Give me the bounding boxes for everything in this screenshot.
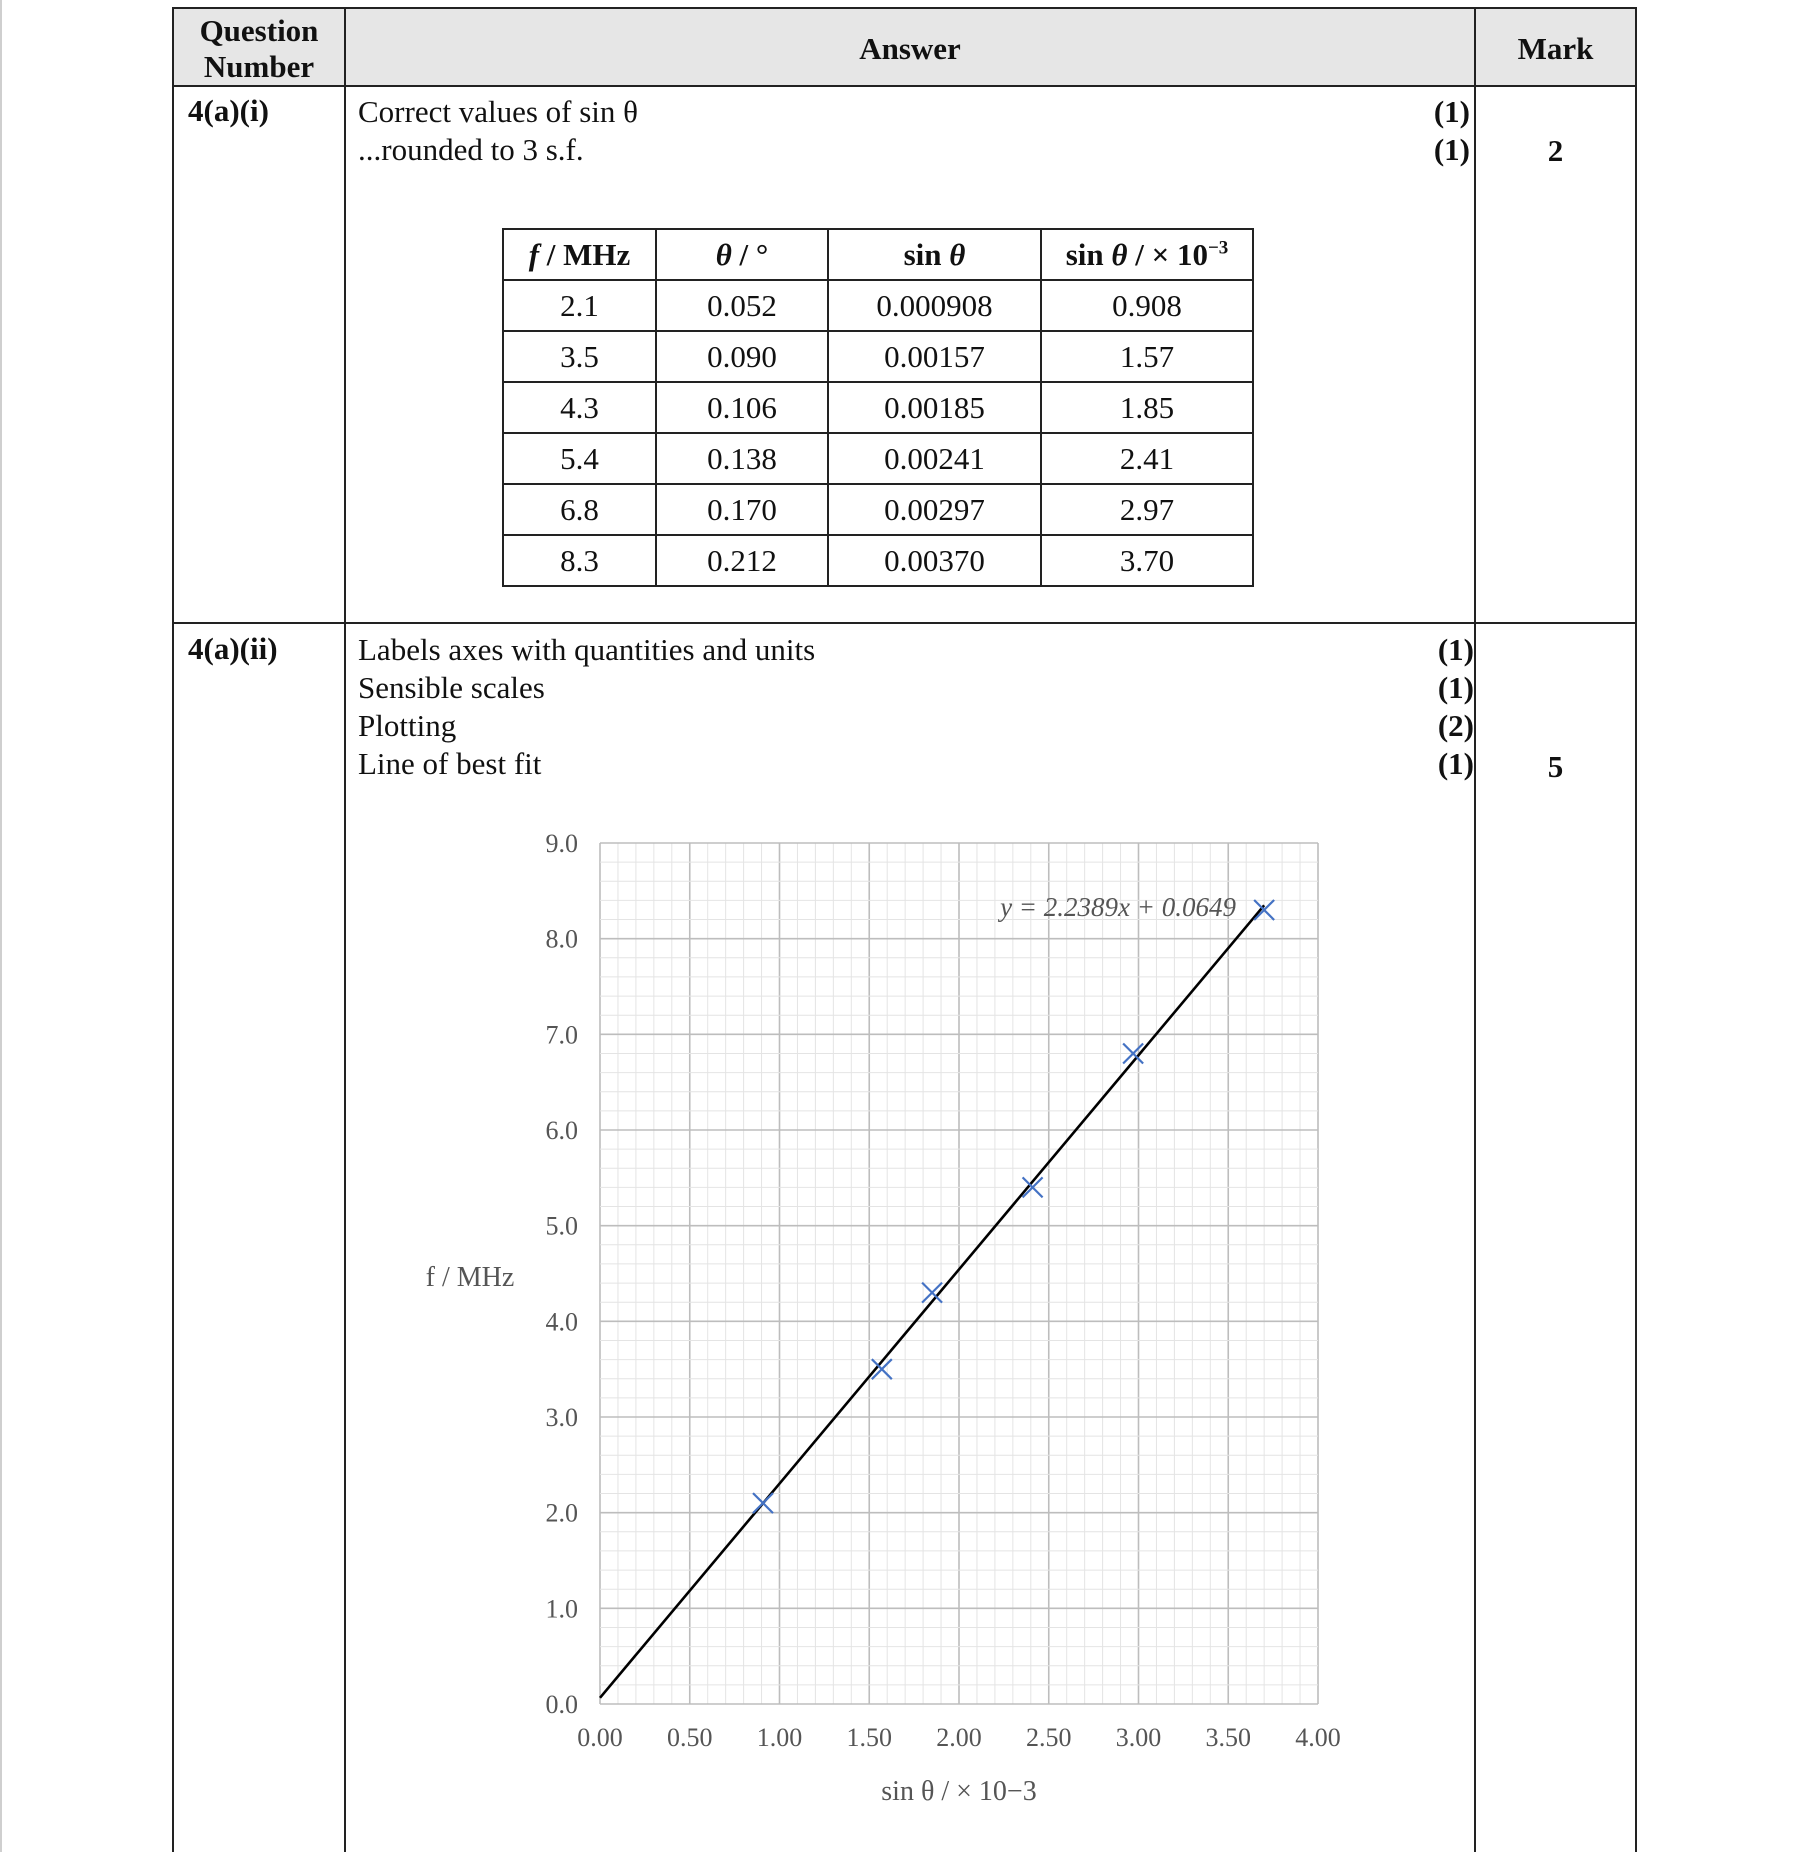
answer-line: Plotting [358, 708, 457, 743]
x-tick-label: 0.00 [577, 1723, 623, 1752]
table-cell: 0.138 [656, 433, 828, 484]
table-cell: 6.8 [503, 484, 656, 535]
col-header-sin: sin θ [828, 229, 1041, 280]
table-cell: 3.70 [1041, 535, 1253, 586]
answer-line: Line of best fit [358, 746, 542, 781]
mark-item: (1) [1433, 132, 1470, 167]
x-tick-label: 3.00 [1115, 1723, 1162, 1752]
y-tick-label: 7.0 [545, 1020, 578, 1050]
answer-line: ...rounded to 3 s.f. [358, 132, 584, 167]
table-cell: 0.106 [656, 382, 828, 433]
col-header-f: f / MHz [503, 229, 656, 280]
question-number-4aii: 4(a)(ii) [188, 631, 278, 666]
mark-item: (1) [1437, 746, 1474, 781]
mark-item: (1) [1437, 670, 1474, 705]
y-tick-label: 6.0 [545, 1116, 578, 1145]
table-cell: 0.090 [656, 331, 828, 382]
table-cell: 8.3 [503, 535, 656, 586]
answer-line: Sensible scales [358, 670, 545, 705]
y-tick-label: 3.0 [545, 1403, 578, 1432]
x-axis-label: sin θ / × 10−3 [881, 1776, 1037, 1807]
y-tick-label: 2.0 [545, 1498, 578, 1528]
x-tick-label: 3.50 [1205, 1723, 1251, 1752]
y-tick-label: 0.0 [545, 1690, 578, 1719]
y-tick-label: 1.0 [545, 1594, 578, 1624]
table-cell: 3.5 [503, 331, 656, 382]
table-cell: 2.41 [1041, 433, 1253, 484]
mark-item: (1) [1437, 632, 1474, 667]
header-question-line1: Question [199, 13, 319, 48]
y-tick-label: 5.0 [545, 1211, 578, 1241]
table-cell: 2.97 [1041, 484, 1253, 535]
table-cell: 5.4 [503, 433, 656, 484]
mark-item: (2) [1437, 708, 1474, 743]
col-header-theta: θ / ° [656, 229, 828, 280]
total-mark-4ai: 2 [1547, 133, 1564, 168]
table-cell: 0.908 [1041, 280, 1253, 331]
answer-line: Correct values of sin θ [358, 94, 638, 129]
x-tick-label: 4.00 [1295, 1723, 1341, 1752]
table-cell: 0.00185 [828, 382, 1041, 433]
y-tick-label: 9.0 [545, 829, 578, 858]
y-tick-label: 8.0 [545, 924, 578, 954]
table-cell: 0.00241 [828, 433, 1041, 484]
data-point [753, 1493, 773, 1513]
question-number-4ai: 4(a)(i) [188, 93, 269, 128]
x-tick-label: 2.50 [1026, 1723, 1072, 1752]
y-axis-label: f / MHz [425, 1262, 515, 1293]
table-cell: 0.00370 [828, 535, 1041, 586]
x-tick-label: 2.00 [936, 1723, 982, 1752]
table-cell: 0.00297 [828, 484, 1041, 535]
best-fit-line [600, 905, 1264, 1697]
table-cell: 1.85 [1041, 382, 1253, 433]
table-cell: 4.3 [503, 382, 656, 433]
table-cell: 0.170 [656, 484, 828, 535]
table-cell: 0.000908 [828, 280, 1041, 331]
table-cell: 1.57 [1041, 331, 1253, 382]
header-question-line2: Number [203, 49, 315, 84]
col-header-sin-scaled: sin θ / × $10^{-3}$ [1041, 229, 1253, 280]
header-mark: Mark [1517, 31, 1594, 66]
y-tick-label: 4.0 [545, 1307, 578, 1337]
x-tick-label: 0.50 [667, 1723, 713, 1752]
header-answer: Answer [859, 31, 961, 66]
total-mark-4aii: 5 [1547, 749, 1564, 784]
x-tick-label: 1.00 [756, 1723, 803, 1752]
answer-line: Labels axes with quantities and units [358, 632, 816, 667]
table-cell: 0.052 [656, 280, 828, 331]
table-cell: 0.00157 [828, 331, 1041, 382]
mark-item: (1) [1433, 94, 1470, 129]
x-tick-label: 1.50 [846, 1723, 892, 1752]
table-cell: 2.1 [503, 280, 656, 331]
trendline-equation: y = 2.2389x + 0.0649 [1000, 892, 1236, 922]
table-cell: 0.212 [656, 535, 828, 586]
